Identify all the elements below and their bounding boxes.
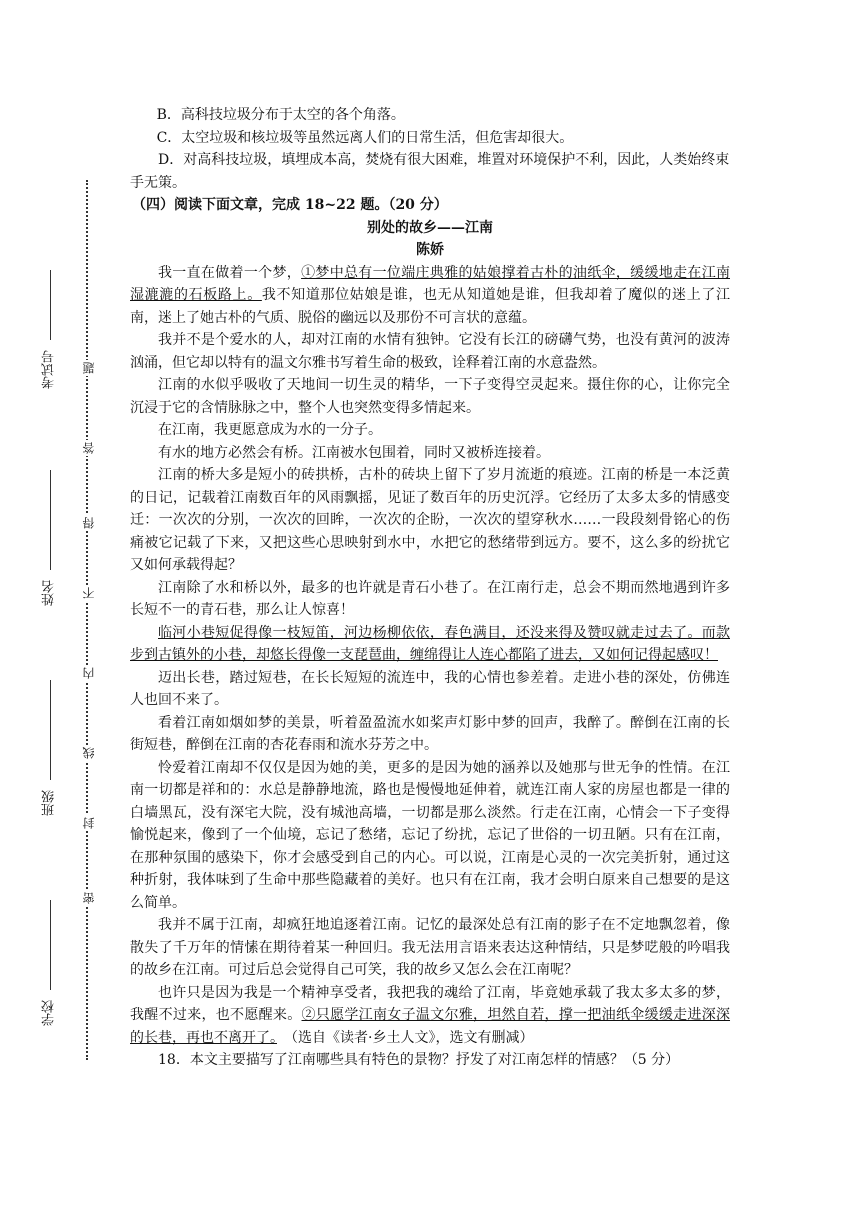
seal-char: 封 bbox=[82, 817, 96, 829]
option-d: D．对高科技垃圾，填埋成本高，焚烧有很大困难，堆置对环境保护不利，因此，人类始终束手无策。 bbox=[130, 152, 730, 191]
seal-char: 题 bbox=[82, 362, 96, 374]
paragraph-10: 看着江南如烟如梦的美景，听着盈盈流水如桨声灯影中梦的回声，我醉了。醉倒在江南的长街短巷，醉倒在江南的杏花春雨和流水芬芳之中。 bbox=[130, 714, 730, 753]
exam-number-blank bbox=[50, 270, 52, 340]
paragraph-1-start: 我一直在做着一个梦， bbox=[158, 264, 302, 281]
exam-content bbox=[130, 104, 730, 1072]
source-note: （选自《读者·乡土人文》，选文有删减） bbox=[291, 1029, 534, 1046]
seal-char: 得 bbox=[82, 517, 96, 529]
article-title: 别处的故乡——江南 bbox=[367, 219, 493, 236]
underlined-sentence-1: ①梦中总有一位端庄典雅的姑娘撑着古朴的油纸伞，缓缓地走在江南湿漉漉的石板路上。 bbox=[130, 264, 730, 303]
class-blank bbox=[50, 680, 52, 780]
name-blank bbox=[50, 470, 52, 570]
seal-line bbox=[86, 180, 88, 1060]
paragraph-13 bbox=[130, 982, 730, 1050]
exam-number-label: 考试号 bbox=[42, 350, 57, 389]
section-heading: （四）阅读下面文章，完成 18~22 题。（20 分） bbox=[132, 197, 448, 213]
option-c: C．太空垃圾和核垃圾等虽然远离人们的日常生活，但危害却很大。 bbox=[156, 129, 574, 146]
school-label: 学校 bbox=[42, 1000, 57, 1026]
seal-char: 内 bbox=[82, 667, 96, 679]
paragraph-7: 江南除了水和桥以外，最多的也许就是青石小巷了。在江南行走，总会不期而然地遇到许多长短不一的青石巷，那么让人惊喜！ bbox=[130, 579, 730, 618]
class-label: 班级 bbox=[42, 790, 57, 816]
paragraph-13-start: 也许只是因为我是一个精神享受者，我把我的魂给了江南，毕竟她承载了我太多太多的梦，我醒不过来，也不愿醒来。 bbox=[130, 984, 730, 1023]
name-label: 姓名 bbox=[42, 580, 57, 606]
seal-char: 不 bbox=[82, 587, 96, 599]
paragraph-12: 我并不属于江南，却疯狂地追逐着江南。记忆的最深处总有江南的影子在不定地飘忽着，像散失了千万年的情愫在期待着某一种回归。我无法用言语来表达这种情结，只是梦呓般的吟唱我的故乡在江南。可过后总会觉得自己可笑，我的故乡又怎么会在江南呢？ bbox=[130, 917, 730, 978]
article-author: 陈娇 bbox=[416, 242, 444, 258]
paragraph-1 bbox=[130, 262, 730, 330]
underlined-sentence-2: ②只愿学江南女子温文尔雅，坦然自若，撑一把油纸伞缓缓走进深深的长巷，再也不离开了。 bbox=[130, 1007, 731, 1046]
option-b: B．高科技垃圾分布于太空的各个角落。 bbox=[156, 107, 405, 123]
question-18: 18．本文主要描写了江南哪些具有特色的景物？抒发了对江南怎样的情感？（5 分） bbox=[158, 1052, 680, 1068]
paragraph-8: 临河小巷短促得像一枝短笛，河边杨柳依依，春色满目，还没来得及赞叹就走过去了。而款步到古镇外的小巷，却悠长得像一支琵琶曲，缠绵得让人连心都陷了进去，又如何记得起感叹！ bbox=[130, 624, 730, 663]
paragraph-11: 怜爱着江南却不仅仅是因为她的美，更多的是因为她的涵养以及她那与世无争的性情。在江南一切都是祥和的：水总是静静地流，路也是慢慢地延伸着，就连江南人家的房屋也都是一律的白墙黑瓦，没有深宅大院，没有城池高墙，一切都是那么淡然。行走在江南，心情会一下子变得愉悦起来，像到了一个仙境，忘记了愁绪，忘记了纷扰，忘记了世俗的一切丑陋。只有在江南，在那种氛围的感染下，你才会感受到自己的内心。可以说，江南是心灵的一次完美折射，通过这种折射，我体味到了生命中那些隐藏着的美好。也只有在江南，我才会明白原来自己想要的是这么简单。 bbox=[130, 759, 730, 911]
paragraph-6: 江南的桥大多是短小的砖拱桥，古朴的砖块上留下了岁月流逝的痕迹。江南的桥是一本泛黄的日记，记载着江南数百年的风雨飘摇，见证了数百年的历史沉浮。它经历了太多太多的情感变迁：一次次的分别，一次次的回眸，一次次的企盼，一次次的望穿秋水……一段段刻骨铭心的伤痛被它记载了下来，又把这些心思映射到水中，水把它的愁绪带到远方。要不，这么多的纷扰它又如何承载得起？ bbox=[130, 467, 730, 573]
seal-char: 密 bbox=[82, 892, 96, 904]
paragraph-2: 我并不是个爱水的人，却对江南的水情有独钟。它没有长江的磅礴气势，也没有黄河的波涛汹涌，但它却以特有的温文尔雅书写着生命的极致，诠释着江南的水意盎然。 bbox=[130, 332, 730, 371]
paragraph-9: 迈出长巷，踏过短巷，在长长短短的流连中，我的心情也参差着。走进小巷的深处，仿佛连人也回不来了。 bbox=[130, 669, 730, 708]
seal-char: 答 bbox=[82, 442, 96, 454]
school-blank bbox=[50, 900, 52, 990]
paragraph-4: 在江南，我更愿意成为水的一分子。 bbox=[158, 422, 382, 438]
paragraph-5: 有水的地方必然会有桥。江南被水包围着，同时又被桥连接着。 bbox=[158, 444, 550, 461]
seal-char: 线 bbox=[82, 747, 96, 759]
paragraph-1-rest: 我不知道那位姑娘是谁，也无从知道她是谁，但我却着了魔似的迷上了江南，迷上了她古朴的气质、脱俗的幽远以及那份不可言状的意蕴。 bbox=[130, 287, 731, 326]
binding-margin bbox=[40, 180, 100, 1060]
paragraph-3: 江南的水似乎吸收了天地间一切生灵的精华，一下子变得空灵起来。摄住你的心，让你完全沉浸于它的含情脉脉之中，整个人也突然变得多情起来。 bbox=[130, 377, 730, 416]
